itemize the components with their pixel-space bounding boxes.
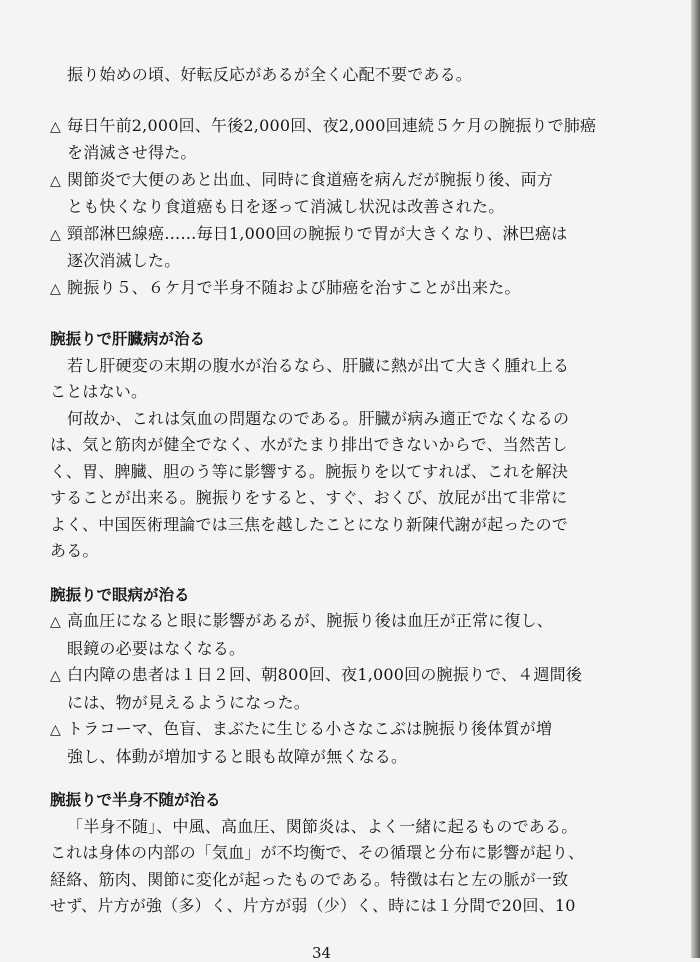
paragraph-line: することが出来る。腕振りをすると、すぐ、おくび、放屁が出て非常に <box>50 488 568 507</box>
page-content <box>50 62 605 920</box>
paragraph-line: 「半身不随」、中風、高血圧、関節炎は、よく一緒に起るものである。 <box>67 816 578 836</box>
section-heading-eye: 腕振りで眼病が治る <box>50 585 190 604</box>
list-item <box>50 275 605 303</box>
paragraph-line: 振り始めの頃、好転反応があるが全く心配不要である。 <box>67 65 473 84</box>
paragraph-line: は、気と筋肉が健全でなく、水がたまり排出できないからで、当然苦し <box>50 435 568 454</box>
triangle-bullet-icon: △ <box>50 226 61 243</box>
list-text: 高血圧になると眼に影響があるが、腕振り後は血圧が正常に復し、 <box>67 611 554 630</box>
triangle-bullet-icon: △ <box>50 668 61 684</box>
page-number: 34 <box>312 944 332 962</box>
list-text: 眼鏡の必要はなくなる。 <box>67 638 246 658</box>
list-text: トラコーマ、色盲、まぶたに生じる小さなこぶは腕振り後体質が増 <box>67 719 553 738</box>
list-text: には、物が見えるようになった。 <box>67 692 311 712</box>
list-item <box>50 662 605 716</box>
list-item <box>50 113 605 167</box>
list-item <box>50 608 605 662</box>
list-text: 腕振り５、６ケ月で半身不随および肺癌を治すことが出来た。 <box>67 277 521 297</box>
list-text: 関節炎で大便のあと出血、同時に食道癌を病んだが腕振り後、両方 <box>67 169 554 189</box>
paragraph-line: せず、片方が強（多）く、片方が弱（少）く、時には１分間で20回、10 <box>50 896 576 915</box>
scan-edge-shadow <box>691 0 700 958</box>
list-text: を消滅させ得た。 <box>67 143 197 162</box>
section-heading-hemiplegia: 腕振りで半身不随が治る <box>50 791 221 809</box>
section-heading-liver: 腕振りで肝臓病が治る <box>50 330 206 348</box>
paragraph-line: よく、中国医術理論では三焦を越したことになり新陳代謝が起ったので <box>50 514 569 534</box>
paragraph-line: 何故か、これは気血の問題なのである。肝臓が病み適正でなくなるの <box>67 408 570 428</box>
triangle-bullet-icon: △ <box>50 722 61 738</box>
triangle-bullet-icon: △ <box>50 172 61 189</box>
list-item <box>50 167 605 221</box>
triangle-bullet-icon: △ <box>50 280 61 297</box>
paragraph-line: ある。 <box>50 541 99 560</box>
list-text: 毎日午前2,000回、午後2,000回、夜2,000回連続５ケ月の腕振りで肺癌 <box>67 115 597 135</box>
list-item <box>50 221 605 275</box>
list-text: 逐次消滅した。 <box>67 251 181 270</box>
paragraph-line: く、胃、脾臓、胆のう等に影響する。腕振りを以てすれば、これを解決 <box>50 461 569 481</box>
list-text: とも快くなり食道癌も日を逐って消滅し状況は改善された。 <box>67 197 505 216</box>
paragraph-line: ことはない。 <box>50 382 148 401</box>
triangle-bullet-icon: △ <box>50 118 61 135</box>
list-text: 白内障の患者は１日２回、朝800回、夜1,000回の腕振りで、４週間後 <box>67 665 583 684</box>
paragraph-line: これは身体の内部の「気血」が不均衡で、その循環と分布に影響が起り、 <box>50 843 585 862</box>
paragraph-line: 若し肝硬変の末期の腹水が治るなら、肝臓に熱が出て大きく腫れ上る <box>67 355 570 375</box>
list-text: 強し、体動が増加すると眼も故障が無くなる。 <box>67 746 408 766</box>
paragraph-line: 経絡、筋肉、関節に変化が起ったものである。特徴は右と左の脈が一致 <box>50 869 569 889</box>
list-text: 頸部淋巴線癌……毎日1,000回の腕振りで胃が大きくなり、淋巴癌は <box>67 223 568 243</box>
triangle-bullet-icon: △ <box>50 614 61 630</box>
list-item <box>50 716 605 770</box>
